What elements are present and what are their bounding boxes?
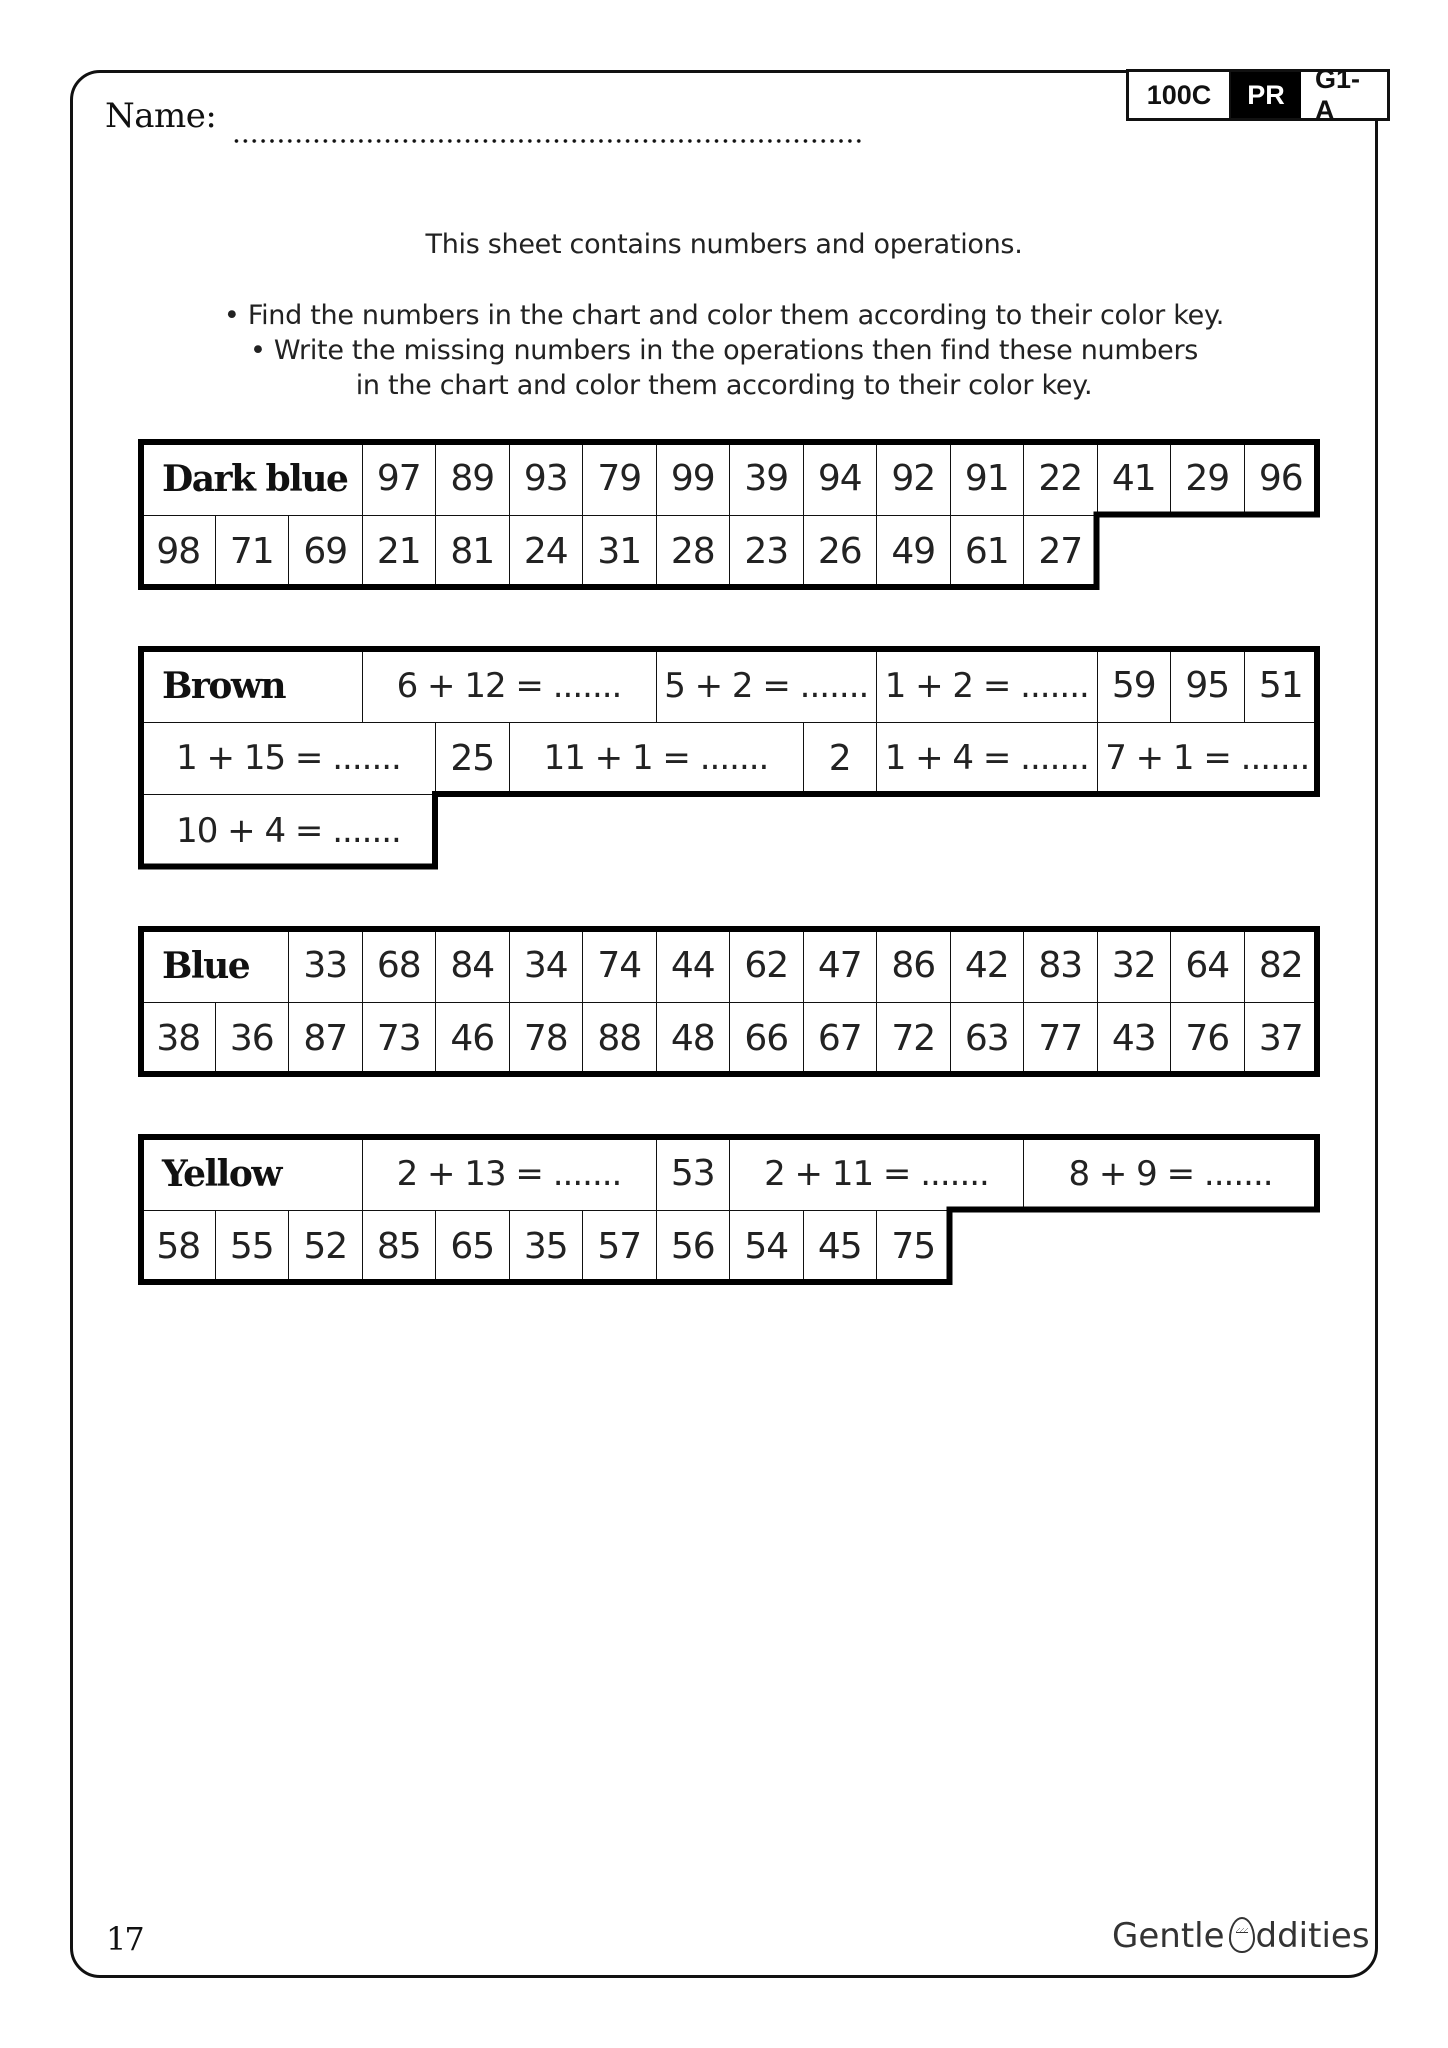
number-cell[interactable]: 32 <box>1097 929 1172 1003</box>
color-key-label: Brown <box>141 649 363 723</box>
number-cell[interactable]: 2 <box>803 722 878 796</box>
number-cell[interactable]: 39 <box>729 442 804 516</box>
number-cell[interactable]: 64 <box>1170 929 1245 1003</box>
number-cell[interactable]: 25 <box>435 722 510 796</box>
number-cell[interactable]: 53 <box>656 1137 731 1211</box>
number-cell[interactable]: 51 <box>1244 649 1319 723</box>
number-cell[interactable]: 49 <box>876 515 951 589</box>
operation-cell[interactable]: 6 + 12 = ....... <box>362 649 657 723</box>
number-cell[interactable]: 59 <box>1097 649 1172 723</box>
number-cell[interactable]: 62 <box>729 929 804 1003</box>
number-cell[interactable]: 27 <box>1023 515 1098 589</box>
number-cell[interactable]: 29 <box>1170 442 1245 516</box>
number-cell[interactable]: 84 <box>435 929 510 1003</box>
brand-logo <box>1112 1916 1370 1956</box>
number-cell[interactable]: 77 <box>1023 1002 1098 1076</box>
number-cell[interactable]: 95 <box>1170 649 1245 723</box>
operation-cell[interactable]: 1 + 2 = ....... <box>876 649 1098 723</box>
number-cell[interactable]: 96 <box>1244 442 1319 516</box>
name-label: Name: <box>105 96 217 136</box>
number-cell[interactable]: 88 <box>582 1002 657 1076</box>
number-cell[interactable]: 21 <box>362 515 437 589</box>
number-cell[interactable]: 44 <box>656 929 731 1003</box>
number-cell[interactable]: 47 <box>803 929 878 1003</box>
number-cell[interactable]: 66 <box>729 1002 804 1076</box>
number-cell[interactable]: 57 <box>582 1210 657 1284</box>
number-cell[interactable]: 22 <box>1023 442 1098 516</box>
operation-cell[interactable]: 10 + 4 = ....... <box>141 794 436 868</box>
operation-cell[interactable]: 5 + 2 = ....... <box>656 649 878 723</box>
number-cell[interactable]: 23 <box>729 515 804 589</box>
number-cell[interactable]: 54 <box>729 1210 804 1284</box>
number-cell[interactable]: 43 <box>1097 1002 1172 1076</box>
egg-icon <box>1229 1917 1255 1953</box>
number-cell[interactable]: 24 <box>509 515 584 589</box>
number-cell[interactable]: 33 <box>288 929 363 1003</box>
number-cell[interactable]: 56 <box>656 1210 731 1284</box>
number-cell[interactable]: 31 <box>582 515 657 589</box>
number-cell[interactable]: 93 <box>509 442 584 516</box>
number-cell[interactable]: 37 <box>1244 1002 1319 1076</box>
number-cell[interactable]: 73 <box>362 1002 437 1076</box>
number-cell[interactable]: 26 <box>803 515 878 589</box>
number-cell[interactable]: 69 <box>288 515 363 589</box>
operation-cell[interactable]: 1 + 4 = ....... <box>876 722 1098 796</box>
number-cell[interactable]: 36 <box>215 1002 290 1076</box>
number-cell[interactable]: 99 <box>656 442 731 516</box>
logo-text-2: ddities <box>1255 1916 1370 1956</box>
number-cell[interactable]: 71 <box>215 515 290 589</box>
operation-cell[interactable]: 7 + 1 = ....... <box>1097 722 1319 796</box>
number-cell[interactable]: 75 <box>876 1210 951 1284</box>
color-key-label: Dark blue <box>141 442 363 516</box>
number-cell[interactable]: 58 <box>141 1210 216 1284</box>
number-cell[interactable]: 76 <box>1170 1002 1245 1076</box>
number-cell[interactable]: 83 <box>1023 929 1098 1003</box>
operation-cell[interactable]: 2 + 11 = ....... <box>729 1137 1024 1211</box>
number-cell[interactable]: 48 <box>656 1002 731 1076</box>
worksheet-code-badge <box>1126 64 1390 125</box>
intro-text: This sheet contains numbers and operations. <box>425 229 1023 260</box>
number-cell[interactable]: 67 <box>803 1002 878 1076</box>
badge-type: PR <box>1231 72 1301 118</box>
number-cell[interactable]: 94 <box>803 442 878 516</box>
number-cell[interactable]: 45 <box>803 1210 878 1284</box>
color-key-label: Yellow <box>141 1137 363 1211</box>
number-cell[interactable]: 61 <box>950 515 1025 589</box>
number-cell[interactable]: 92 <box>876 442 951 516</box>
number-cell[interactable]: 38 <box>141 1002 216 1076</box>
instruction-bullet-1: • Find the numbers in the chart and color them according to their color key. <box>223 300 1225 331</box>
number-cell[interactable]: 42 <box>950 929 1025 1003</box>
number-cell[interactable]: 81 <box>435 515 510 589</box>
number-cell[interactable]: 52 <box>288 1210 363 1284</box>
number-cell[interactable]: 87 <box>288 1002 363 1076</box>
operation-cell[interactable]: 1 + 15 = ....... <box>141 722 436 796</box>
number-cell[interactable]: 79 <box>582 442 657 516</box>
number-cell[interactable]: 46 <box>435 1002 510 1076</box>
number-cell[interactable]: 65 <box>435 1210 510 1284</box>
number-cell[interactable]: 41 <box>1097 442 1172 516</box>
number-cell[interactable]: 35 <box>509 1210 584 1284</box>
number-cell[interactable]: 28 <box>656 515 731 589</box>
badge-level: G1-A <box>1315 64 1361 125</box>
number-cell[interactable]: 74 <box>582 929 657 1003</box>
number-cell[interactable]: 86 <box>876 929 951 1003</box>
number-cell[interactable]: 98 <box>141 515 216 589</box>
name-write-line[interactable] <box>232 138 864 144</box>
number-cell[interactable]: 34 <box>509 929 584 1003</box>
operation-cell[interactable]: 2 + 13 = ....... <box>362 1137 657 1211</box>
number-cell[interactable]: 55 <box>215 1210 290 1284</box>
number-cell[interactable]: 89 <box>435 442 510 516</box>
instruction-bullet-2-cont: in the chart and color them according to their color key. <box>355 370 1093 401</box>
number-cell[interactable]: 91 <box>950 442 1025 516</box>
color-key-label: Blue <box>141 929 289 1003</box>
instruction-bullet-2: • Write the missing numbers in the operations then find these numbers <box>249 335 1199 366</box>
number-cell[interactable]: 68 <box>362 929 437 1003</box>
operation-cell[interactable]: 8 + 9 = ....... <box>1023 1137 1318 1211</box>
number-cell[interactable]: 72 <box>876 1002 951 1076</box>
operation-cell[interactable]: 11 + 1 = ....... <box>509 722 804 796</box>
number-cell[interactable]: 85 <box>362 1210 437 1284</box>
number-cell[interactable]: 63 <box>950 1002 1025 1076</box>
number-cell[interactable]: 97 <box>362 442 437 516</box>
number-cell[interactable]: 82 <box>1244 929 1319 1003</box>
logo-text-1: Gentle <box>1112 1916 1225 1956</box>
page-number: 17 <box>106 1920 143 1958</box>
badge-code: 100C <box>1129 72 1231 118</box>
number-cell[interactable]: 78 <box>509 1002 584 1076</box>
